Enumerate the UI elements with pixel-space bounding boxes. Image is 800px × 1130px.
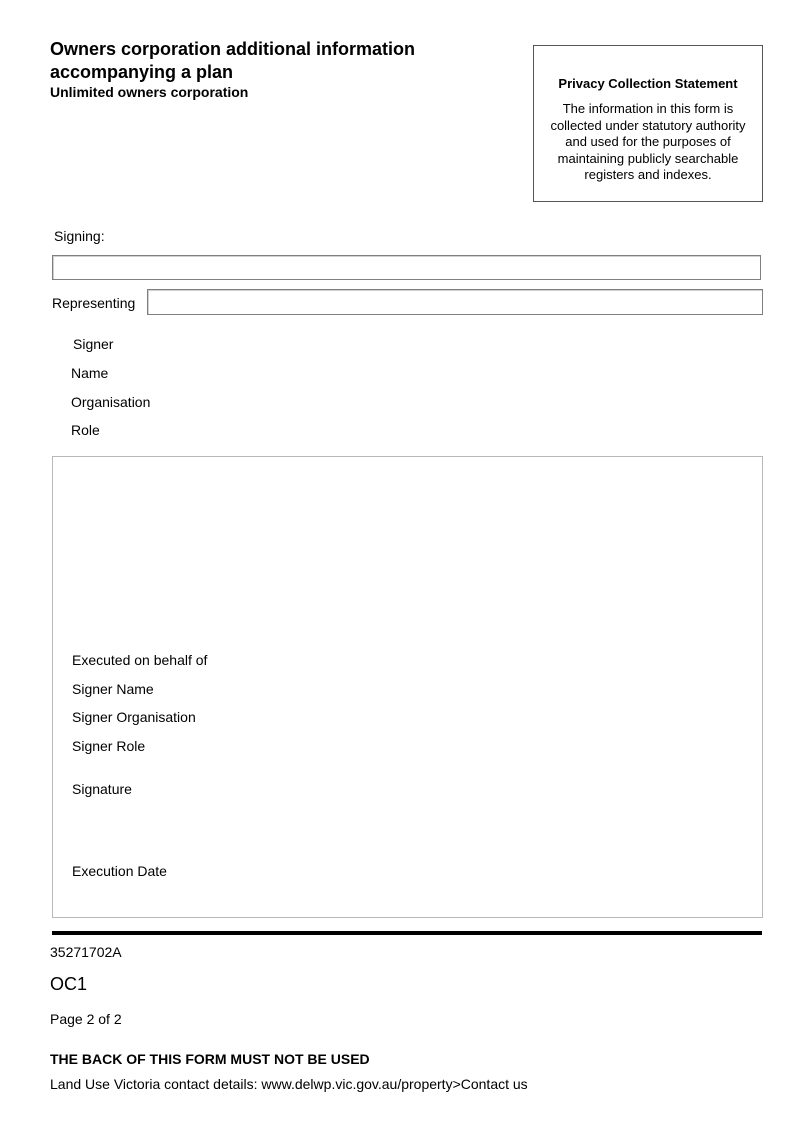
- execution-date-label: Execution Date: [72, 863, 167, 879]
- privacy-heading: Privacy Collection Statement: [558, 76, 738, 91]
- signer-organisation-label: Signer Organisation: [72, 709, 196, 725]
- footer-divider: [52, 931, 762, 935]
- role-label: Role: [71, 422, 100, 438]
- form-title: [50, 38, 415, 84]
- form-title-line-1: Owners corporation additional information: [50, 39, 416, 59]
- back-of-form-warning: THE BACK OF THIS FORM MUST NOT BE USED: [50, 1051, 370, 1067]
- execution-box: [52, 456, 763, 918]
- signing-label: Signing:: [54, 228, 105, 244]
- page-number: Page 2 of 2: [50, 1011, 122, 1027]
- form-subtitle: Unlimited owners corporation: [50, 84, 249, 100]
- signer-name-label: Signer Name: [72, 681, 154, 697]
- representing-label: Representing: [52, 295, 136, 311]
- signature-label: Signature: [72, 781, 132, 797]
- signer-label: Signer: [73, 336, 114, 352]
- form-code: OC1: [50, 974, 88, 994]
- signing-field[interactable]: [52, 255, 761, 280]
- representing-field[interactable]: [147, 289, 763, 315]
- privacy-text: The information in this form is collected under statutory authority and used for the purposes of maintaining publicly searchable registers and indexes.: [550, 101, 746, 182]
- form-title-line-2: accompanying a plan: [50, 62, 234, 82]
- executed-on-behalf-label: Executed on behalf of: [72, 652, 208, 668]
- contact-details: Land Use Victoria contact details: www.delwp.vic.gov.au/property>Contact us: [50, 1076, 528, 1092]
- name-label: Name: [71, 365, 109, 381]
- form-number: 35271702A: [50, 944, 122, 960]
- signer-role-label: Signer Role: [72, 738, 146, 754]
- organisation-label: Organisation: [71, 394, 151, 410]
- privacy-statement-box: [533, 45, 763, 202]
